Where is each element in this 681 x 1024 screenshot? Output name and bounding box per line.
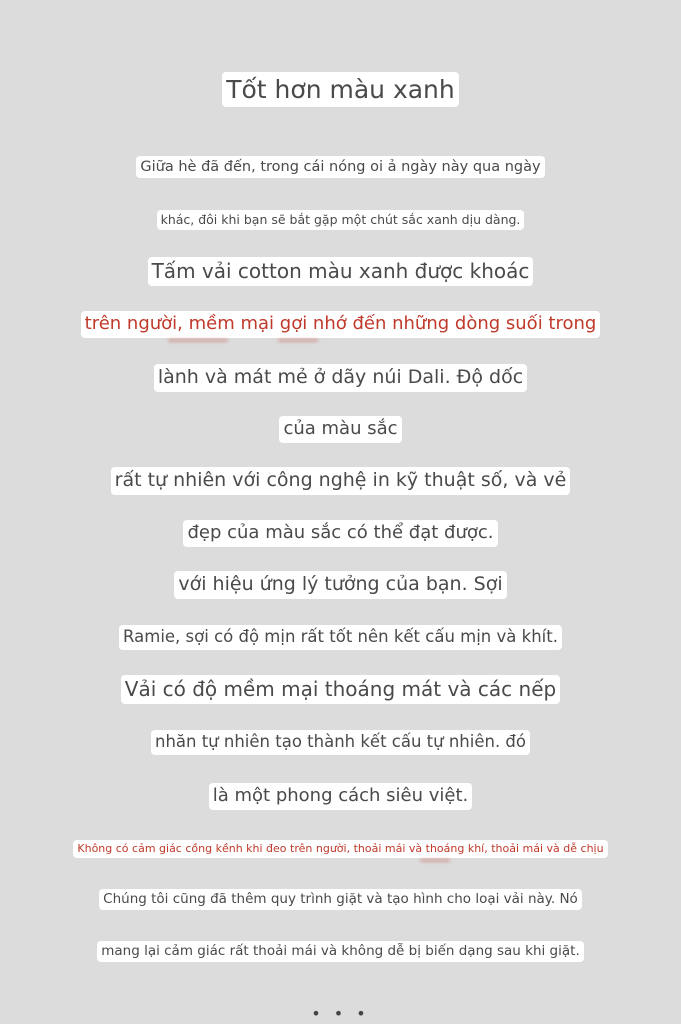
text-line-6: của màu sắc	[279, 416, 401, 443]
text-line-11: Vải có độ mềm mại thoáng mát và các nếp	[121, 675, 560, 704]
text-line-5: lành và mát mẻ ở dãy núi Dali. Độ dốc	[154, 364, 527, 392]
page-title: Tốt hơn màu xanh	[222, 72, 459, 107]
text-line-14-highlight: Không có cảm giác cồng kềnh khi đeo trên người, thoải mái và thoáng khí, thoải mái và dễ chịu	[73, 840, 607, 858]
text-line-13: là một phong cách siêu việt.	[209, 783, 473, 810]
text-line-16: mang lại cảm giác rất thoải mái và không dễ bị biến dạng sau khi giặt.	[97, 941, 584, 962]
paragraph-line	[0, 675, 681, 704]
text-line-4-highlight: trên người, mềm mại gợi nhớ đến những dòng suối trong	[81, 311, 601, 338]
paragraph-line	[0, 416, 681, 443]
text-line-2: khác, đôi khi bạn sẽ bắt gặp một chút sắc xanh dịu dàng.	[157, 210, 525, 230]
more-ellipsis-icon: • • •	[311, 1004, 370, 1023]
paragraph-line	[0, 837, 681, 858]
text-line-8: đẹp của màu sắc có thể đạt được.	[183, 520, 497, 547]
paragraph-line	[0, 209, 681, 230]
paragraph-line	[0, 940, 681, 962]
paragraph-line	[0, 730, 681, 755]
title-row	[0, 72, 681, 107]
paragraph-line	[0, 888, 681, 910]
paragraph-line	[0, 311, 681, 338]
text-line-3: Tấm vải cotton màu xanh được khoác	[148, 257, 534, 286]
paragraph-line	[0, 257, 681, 286]
paragraph-line	[0, 467, 681, 495]
paragraph-line	[0, 520, 681, 547]
text-line-15: Chúng tôi cũng đã thêm quy trình giặt và tạo hình cho loại vải này. Nó	[99, 889, 582, 910]
text-line-10: Ramie, sợi có độ mịn rất tốt nên kết cấu mịn và khít.	[119, 625, 562, 650]
text-line-12: nhăn tự nhiên tạo thành kết cấu tự nhiên. đó	[151, 730, 530, 755]
paragraph-line	[0, 625, 681, 650]
paragraph-line	[0, 364, 681, 392]
text-line-7: rất tự nhiên với công nghệ in kỹ thuật số, và vẻ	[111, 467, 571, 495]
blur-mark	[420, 859, 450, 862]
paragraph-line	[0, 156, 681, 178]
blur-mark	[278, 339, 318, 342]
blur-mark	[168, 339, 228, 342]
paragraph-line	[0, 571, 681, 599]
paragraph-line	[0, 783, 681, 810]
text-line-1: Giữa hè đã đến, trong cái nóng oi ả ngày này qua ngày	[136, 156, 544, 178]
text-line-9: với hiệu ứng lý tưởng của bạn. Sợi	[174, 571, 506, 599]
